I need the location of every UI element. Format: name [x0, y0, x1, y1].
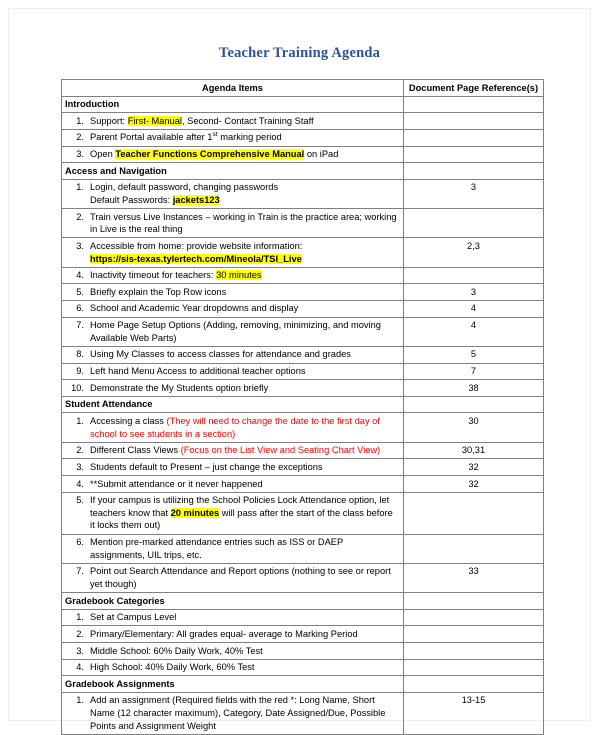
table-row [62, 659, 544, 676]
highlighted-bold-text: 20 minutes [170, 507, 220, 518]
page-reference-cell [404, 267, 544, 284]
page-reference-cell: 30,31 [404, 442, 544, 459]
table-row [62, 317, 544, 346]
agenda-item-cell [62, 643, 404, 660]
agenda-item-cell [62, 534, 404, 563]
list-item-text [90, 365, 400, 378]
plain-text: High School: 40% Daily Work, 60% Test [90, 662, 255, 673]
list-item-number: 3. [76, 461, 84, 472]
list-item [65, 565, 400, 590]
page-reference-cell [404, 492, 544, 534]
plain-text: Briefly explain the Top Row icons [90, 286, 227, 297]
agenda-item-cell [62, 284, 404, 301]
table-row [62, 413, 544, 442]
agenda-table [61, 79, 544, 735]
table-header-row [62, 80, 544, 97]
list-item-number: 1. [76, 115, 84, 126]
table-row [62, 179, 544, 208]
plain-text: If your campus is utilizing the School Policies Lock Attendance option, let teachers know that [90, 495, 390, 518]
list-item [65, 694, 400, 732]
table-row [62, 113, 544, 130]
section-heading-reference [404, 593, 544, 610]
page-reference-cell: 32 [404, 476, 544, 493]
table-row [62, 442, 544, 459]
agenda-item-cell [62, 626, 404, 643]
list-item [65, 115, 400, 128]
section-heading-reference [404, 396, 544, 413]
list-item [65, 365, 400, 378]
section-heading-reference [404, 676, 544, 693]
section-heading-row [62, 676, 544, 693]
table-row [62, 267, 544, 284]
section-heading-row [62, 396, 544, 413]
table-row [62, 534, 544, 563]
page-reference-cell: 3 [404, 284, 544, 301]
agenda-item-cell [62, 459, 404, 476]
red-note-text: (Focus on the List View and Seating Chart View) [180, 445, 381, 456]
page-reference-cell [404, 534, 544, 563]
page-reference-cell [404, 609, 544, 626]
list-item-number: 1. [76, 415, 84, 426]
section-heading: Gradebook Assignments [62, 676, 404, 693]
list-item [65, 181, 400, 206]
list-item [65, 536, 400, 561]
plain-text: Middle School: 60% Daily Work, 40% Test [90, 645, 263, 656]
plain-text: Login, default password, changing passwords [90, 182, 279, 193]
table-row [62, 300, 544, 317]
page-reference-cell [404, 643, 544, 660]
page-reference-cell [404, 626, 544, 643]
highlighted-text: 30 minutes [216, 270, 262, 281]
page-reference-cell: 2,3 [404, 238, 544, 267]
list-item [65, 415, 400, 440]
plain-text: Accessible from home: provide website information: [90, 240, 303, 251]
agenda-item-cell [62, 380, 404, 397]
list-item-text [90, 661, 400, 674]
list-item [65, 319, 400, 344]
plain-text: Left hand Menu Access to additional teacher options [90, 366, 306, 377]
table-row [62, 459, 544, 476]
list-item [65, 211, 400, 236]
page-reference-cell [404, 146, 544, 163]
list-item [65, 478, 400, 491]
list-item-text [90, 302, 400, 315]
agenda-item-cell [62, 492, 404, 534]
list-item-number: 3. [76, 240, 84, 251]
list-item [65, 461, 400, 474]
plain-text: , Second- Contact Training Staff [181, 115, 314, 126]
plain-text: Point out Search Attendance and Report options (nothing to see or report yet though) [90, 566, 391, 589]
superscript-text: st [212, 131, 218, 139]
list-item-number: 3. [76, 645, 84, 656]
section-heading-reference [404, 163, 544, 180]
table-row [62, 146, 544, 163]
agenda-item-cell [62, 609, 404, 626]
page-title: Teacher Training Agenda [218, 45, 381, 61]
agenda-item-cell [62, 300, 404, 317]
plain-text: marking period [217, 132, 282, 143]
page-reference-cell: 3 [404, 179, 544, 208]
list-item-text [90, 148, 400, 161]
page-reference-cell: 7 [404, 363, 544, 380]
plain-text: Using My Classes to access classes for attendance and grades [90, 349, 351, 360]
list-item-text [90, 211, 400, 236]
table-row [62, 609, 544, 626]
agenda-item-cell [62, 346, 404, 363]
plain-text: **Submit attendance or it never happened [90, 478, 263, 489]
highlighted-bold-text: https://sis-texas.tylertech.com/Mineola/TSI_Live [90, 253, 302, 264]
list-item [65, 444, 400, 457]
agenda-item-cell [62, 113, 404, 130]
page-reference-cell: 4 [404, 317, 544, 346]
list-item-text [90, 494, 400, 532]
highlighted-text: First- Manual [127, 115, 182, 126]
agenda-item-cell [62, 476, 404, 493]
agenda-item-cell [62, 563, 404, 592]
list-item-number: 1. [76, 182, 84, 193]
plain-text: Default Passwords: [90, 194, 173, 205]
plain-text: Different Class Views [90, 445, 181, 456]
page-reference-cell [404, 209, 544, 238]
table-body [62, 96, 544, 734]
section-heading: Access and Navigation [62, 163, 404, 180]
list-item-number: 2. [76, 445, 84, 456]
red-note-text: (They will need to change the date to the first day of school to see students in a section) [90, 415, 380, 439]
agenda-item-cell [62, 317, 404, 346]
list-item [65, 131, 400, 144]
plain-text: Mention pre-marked attendance entries such as ISS or DAEP assignments, UIL trips, etc. [90, 537, 344, 560]
plain-text: Open [90, 149, 116, 160]
list-item-number: 5. [76, 495, 84, 506]
list-item [65, 348, 400, 361]
plain-text: Train versus Live Instances – working in Train is the practice area; working in Live is the real thing [90, 211, 397, 235]
page-reference-cell [404, 129, 544, 146]
table-row [62, 626, 544, 643]
agenda-item-cell [62, 659, 404, 676]
list-item-text [90, 611, 400, 624]
list-item-number: 1. [76, 612, 84, 623]
page-reference-cell: 32 [404, 459, 544, 476]
section-heading: Gradebook Categories [62, 593, 404, 610]
section-heading-reference [404, 96, 544, 113]
page-reference-cell: 5 [404, 346, 544, 363]
list-item-text [90, 382, 400, 395]
agenda-item-cell [62, 209, 404, 238]
agenda-item-cell [62, 267, 404, 284]
plain-text: Support: [90, 115, 128, 126]
plain-text: Set at Campus Level [90, 612, 177, 623]
table-row [62, 363, 544, 380]
list-item-number: 7. [76, 566, 84, 577]
page-reference-cell: 13-15 [404, 692, 544, 734]
list-item [65, 148, 400, 161]
list-item-text [90, 269, 400, 282]
table-row [62, 346, 544, 363]
section-heading: Introduction [62, 96, 404, 113]
table-header [62, 80, 544, 97]
list-item [65, 382, 400, 395]
agenda-item-cell [62, 179, 404, 208]
list-item-number: 5. [76, 286, 84, 297]
list-item-number: 3. [76, 149, 84, 160]
list-item-text [90, 478, 400, 491]
list-item-number: 2. [76, 132, 84, 143]
list-item-number: 9. [76, 366, 84, 377]
plain-text: on iPad [304, 149, 339, 160]
list-item-text [90, 565, 400, 590]
page-reference-cell: 38 [404, 380, 544, 397]
highlighted-bold-text: Teacher Functions Comprehensive Manual [115, 149, 305, 160]
list-item-number: 4. [76, 662, 84, 673]
list-item-text [90, 444, 400, 457]
section-heading-row [62, 96, 544, 113]
list-item-text [90, 536, 400, 561]
list-item-number: 6. [76, 537, 84, 548]
plain-text: Students default to Present – just change the exceptions [90, 461, 323, 472]
document-page [8, 8, 591, 731]
table-row [62, 492, 544, 534]
table-row [62, 643, 544, 660]
list-item [65, 240, 400, 265]
list-item [65, 628, 400, 641]
agenda-item-cell [62, 129, 404, 146]
list-item [65, 661, 400, 674]
list-item-text [90, 115, 400, 128]
list-item-text [90, 461, 400, 474]
list-item [65, 611, 400, 624]
list-item-number: 6. [76, 303, 84, 314]
list-item-text [90, 628, 400, 641]
agenda-item-cell [62, 363, 404, 380]
plain-text: Primary/Elementary: All grades equal- average to Marking Period [90, 628, 358, 639]
section-heading-row [62, 163, 544, 180]
list-item-number: 4. [76, 478, 84, 489]
page-reference-cell [404, 659, 544, 676]
list-item-text [90, 240, 400, 265]
agenda-item-cell [62, 692, 404, 734]
list-item-number: 2. [76, 628, 84, 639]
table-row [62, 692, 544, 734]
table-row [62, 380, 544, 397]
list-item-text [90, 131, 400, 144]
list-item [65, 494, 400, 532]
list-item-number: 10. [71, 382, 84, 393]
table-row [62, 238, 544, 267]
list-item-text [90, 348, 400, 361]
page-reference-cell: 30 [404, 413, 544, 442]
page-reference-cell: 4 [404, 300, 544, 317]
plain-text: Add an assignment (Required fields with the red *: Long Name, Short Name (12 character maximum), Category, Date Assigned/Due, Possible Points and Assignment Weight [90, 695, 386, 731]
agenda-item-cell [62, 146, 404, 163]
agenda-item-cell [62, 413, 404, 442]
plain-text: Inactivity timeout for teachers: [90, 270, 217, 281]
list-item-text [90, 319, 400, 344]
section-heading-row [62, 593, 544, 610]
table-row [62, 129, 544, 146]
column-header-agenda-items: Agenda Items [62, 80, 404, 97]
list-item-number: 1. [76, 695, 84, 706]
list-item-number: 7. [76, 320, 84, 331]
table-row [62, 284, 544, 301]
list-item-number: 8. [76, 349, 84, 360]
agenda-item-cell [62, 238, 404, 267]
plain-text: will pass after the start of the class before it locks them out) [90, 507, 393, 531]
plain-text: Accessing a class [90, 415, 167, 426]
page-reference-cell [404, 113, 544, 130]
table-row [62, 563, 544, 592]
plain-text: School and Academic Year dropdowns and display [90, 303, 299, 314]
list-item-number: 2. [76, 211, 84, 222]
plain-text: Parent Portal available after 1 [90, 132, 213, 143]
page-reference-cell: 33 [404, 563, 544, 592]
list-item-text [90, 415, 400, 440]
list-item-text [90, 645, 400, 658]
list-item-text [90, 286, 400, 299]
list-item-text [90, 181, 400, 206]
list-item [65, 286, 400, 299]
column-header-page-reference: Document Page Reference(s) [404, 80, 544, 97]
plain-text: Demonstrate the My Students option briefly [90, 382, 269, 393]
list-item [65, 269, 400, 282]
table-row [62, 209, 544, 238]
section-heading: Student Attendance [62, 396, 404, 413]
table-row [62, 476, 544, 493]
list-item-number: 4. [76, 270, 84, 281]
list-item-text [90, 694, 400, 732]
list-item [65, 302, 400, 315]
list-item [65, 645, 400, 658]
plain-text: Home Page Setup Options (Adding, removing, minimizing, and moving Available Web Parts) [90, 320, 381, 343]
highlighted-bold-text: jackets123 [172, 194, 220, 205]
agenda-item-cell [62, 442, 404, 459]
